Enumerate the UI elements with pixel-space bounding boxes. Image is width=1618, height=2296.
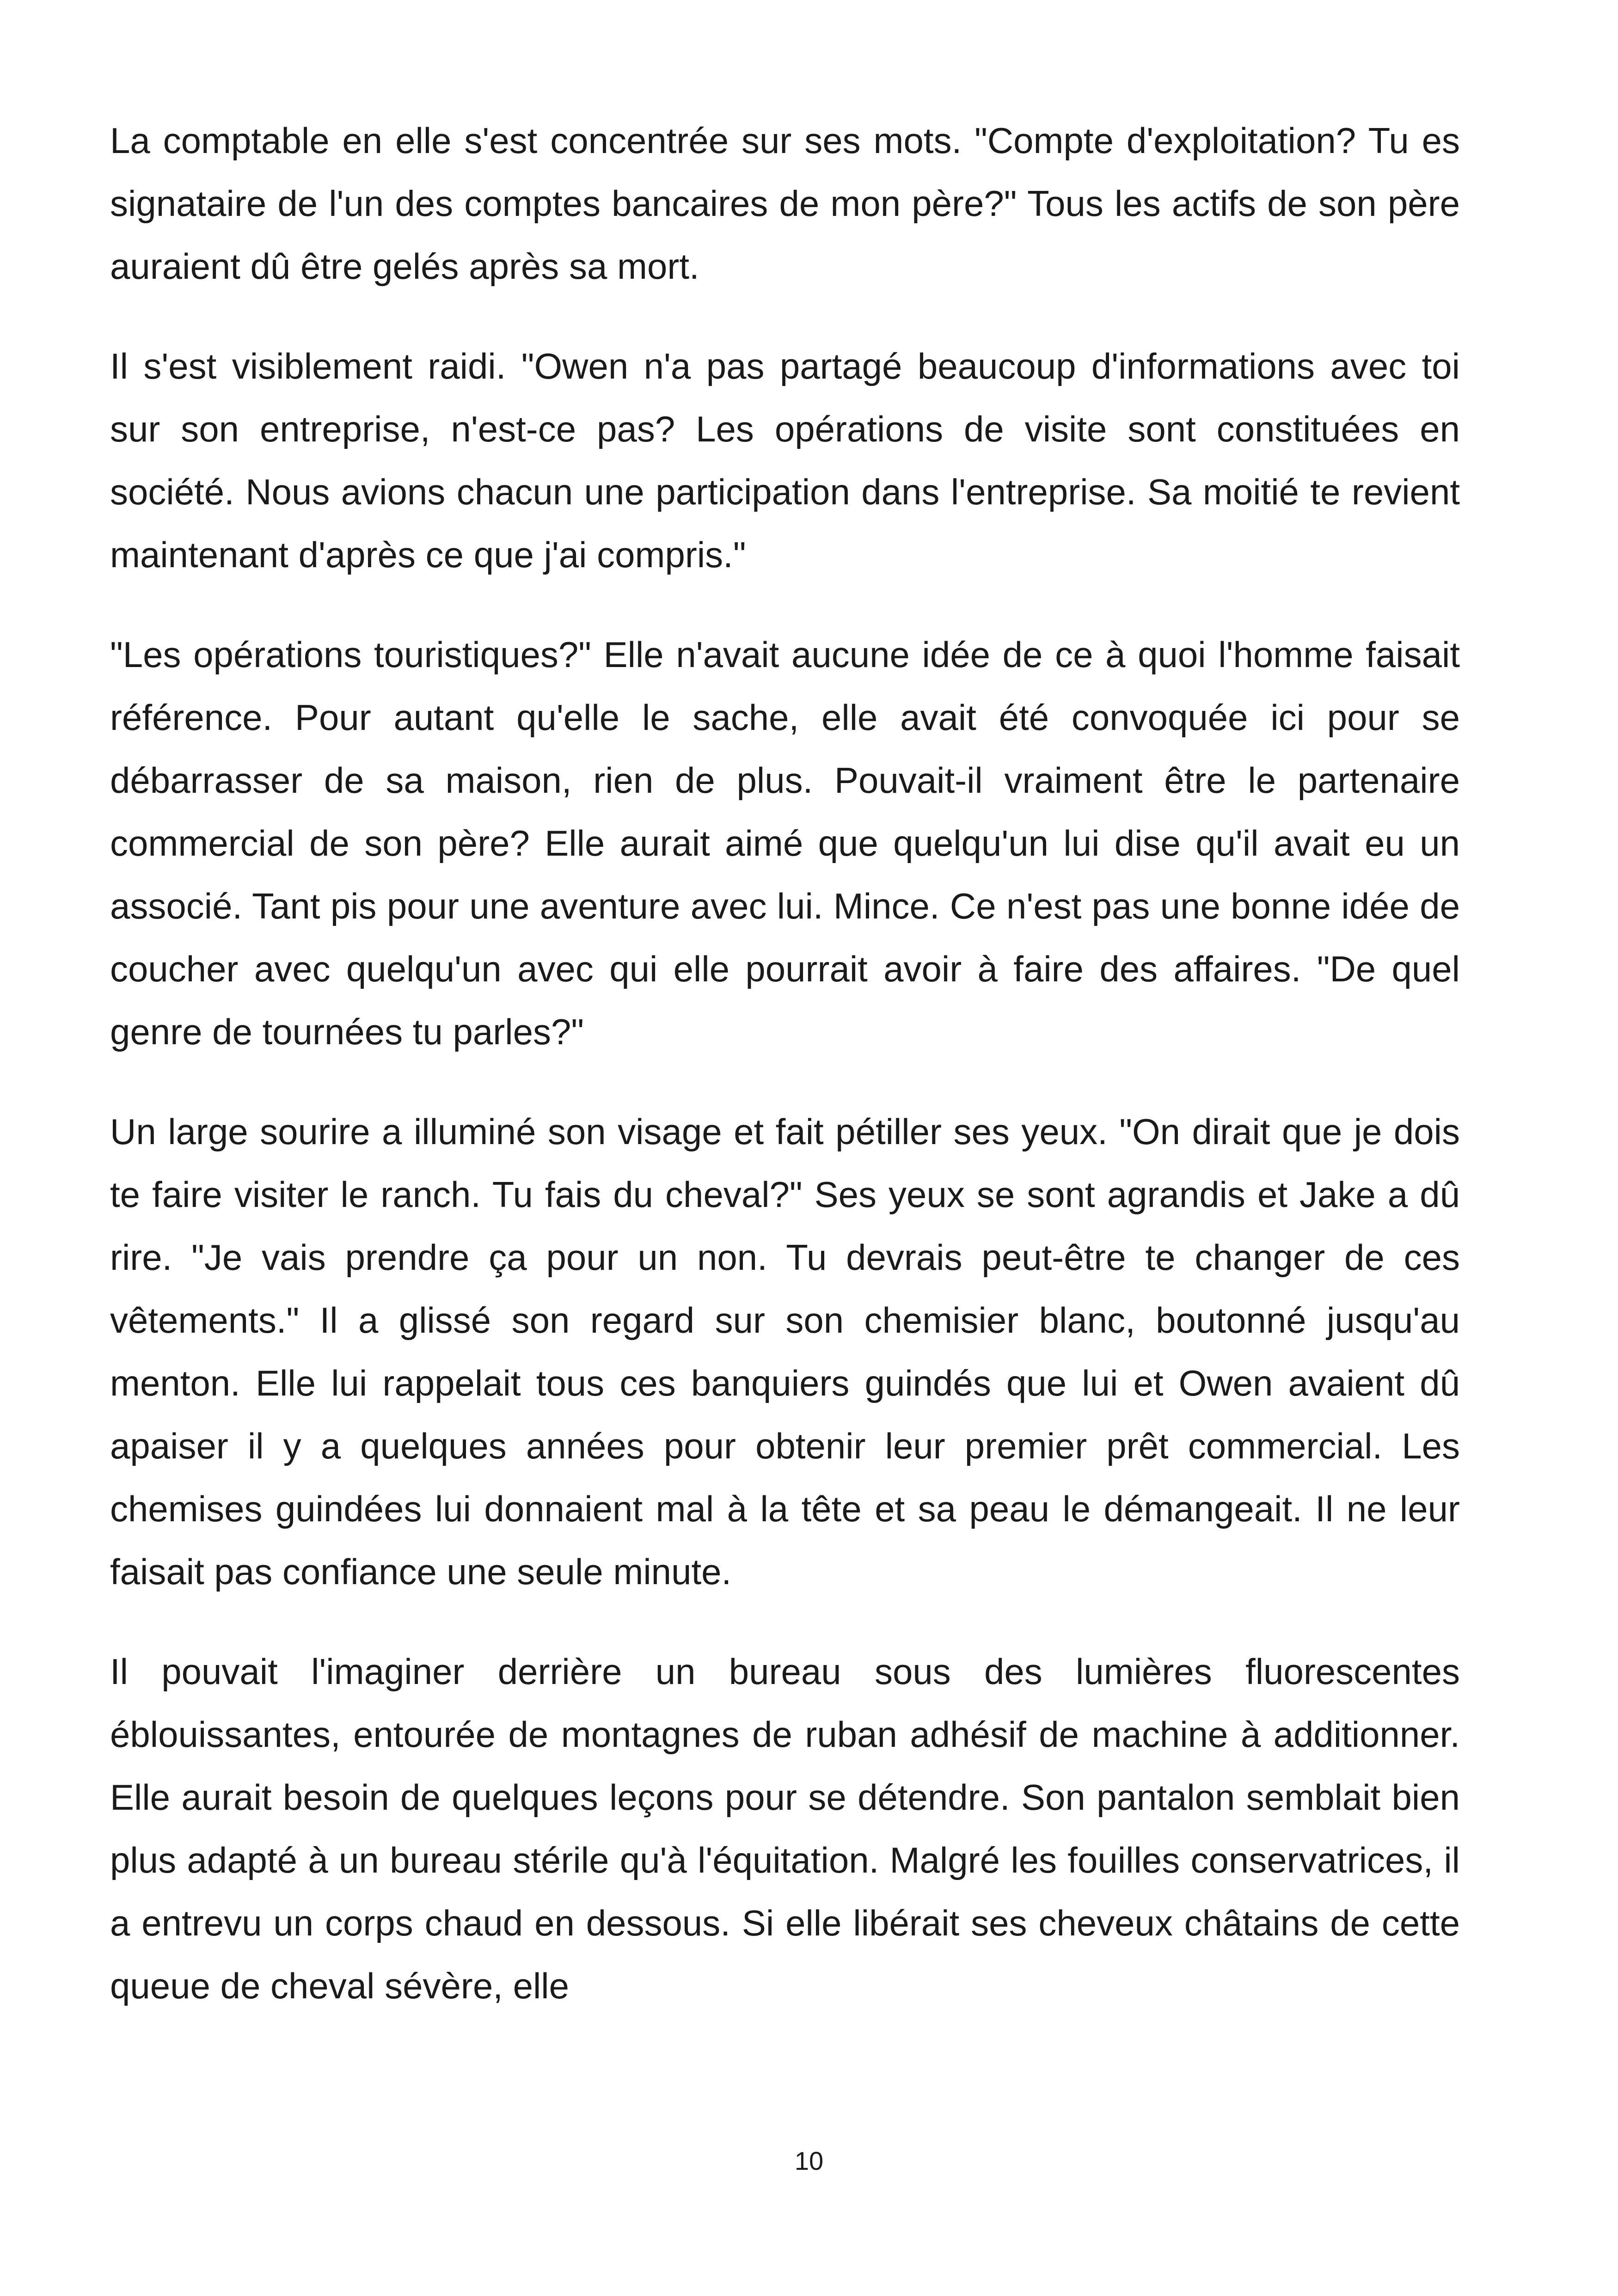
paragraph-4: Un large sourire a illuminé son visage et fait pétiller ses yeux. "On dirait que je dois te faire visiter le ranch. Tu fais du cheval?" Ses yeux se sont agrandis et Jake a dû rire. "Je vais prendre ça pour un non. Tu devrais peut-être te changer de ces vêtements." Il a glissé son regard sur son chemisier blanc, boutonné jusqu'au menton. Elle lui rappelait tous ces banquiers guindés que lui et Owen avaient dû apaiser il y a quelques années pour obtenir leur premier prêt commercial. Les chemises guindées lui donnaient mal à la tête et sa peau le démangeait. Il ne leur faisait pas confiance une seule minute. (110, 1111, 1460, 1592)
paragraph-1: La comptable en elle s'est concentrée sur ses mots. "Compte d'exploitation? Tu es signataire de l'un des comptes bancaires de mon père?" Tous les actifs de son père auraient dû être gelés après sa mort. (110, 120, 1460, 287)
page-number: 10 (794, 2146, 824, 2175)
paragraph-3: "Les opérations touristiques?" Elle n'avait aucune idée de ce à quoi l'homme faisait référence. Pour autant qu'elle le sache, elle avait été convoquée ici pour se débarrasser de sa maison, rien de plus. Pouvait-il vraiment être le partenaire commercial de son père? Elle aurait aimé que quelqu'un lui dise qu'il avait eu un associé. Tant pis pour une aventure avec lui. Mince. Ce n'est pas une bonne idée de coucher avec quelqu'un avec qui elle pourrait avoir à faire des affaires. "De quel genre de tournées tu parles?" (110, 634, 1460, 1052)
paragraph-5: Il pouvait l'imaginer derrière un bureau sous des lumières fluorescentes éblouissantes, entourée de montagnes de ruban adhésif de machine à additionner. Elle aurait besoin de quelques leçons pour se détendre. Son pantalon semblait bien plus adapté à un bureau stérile qu'à l'équitation. Malgré les fouilles conservatrices, il a entrevu un corps chaud en dessous. Si elle libérait ses cheveux châtains de cette queue de cheval sévère, elle (110, 1651, 1460, 2006)
paragraph-2: Il s'est visiblement raidi. "Owen n'a pas partagé beaucoup d'informations avec toi sur son entreprise, n'est-ce pas? Les opérations de visite sont constituées en société. Nous avions chacun une participation dans l'entreprise. Sa moitié te revient maintenant d'après ce que j'ai compris." (110, 346, 1460, 575)
body-text (110, 109, 1460, 2054)
